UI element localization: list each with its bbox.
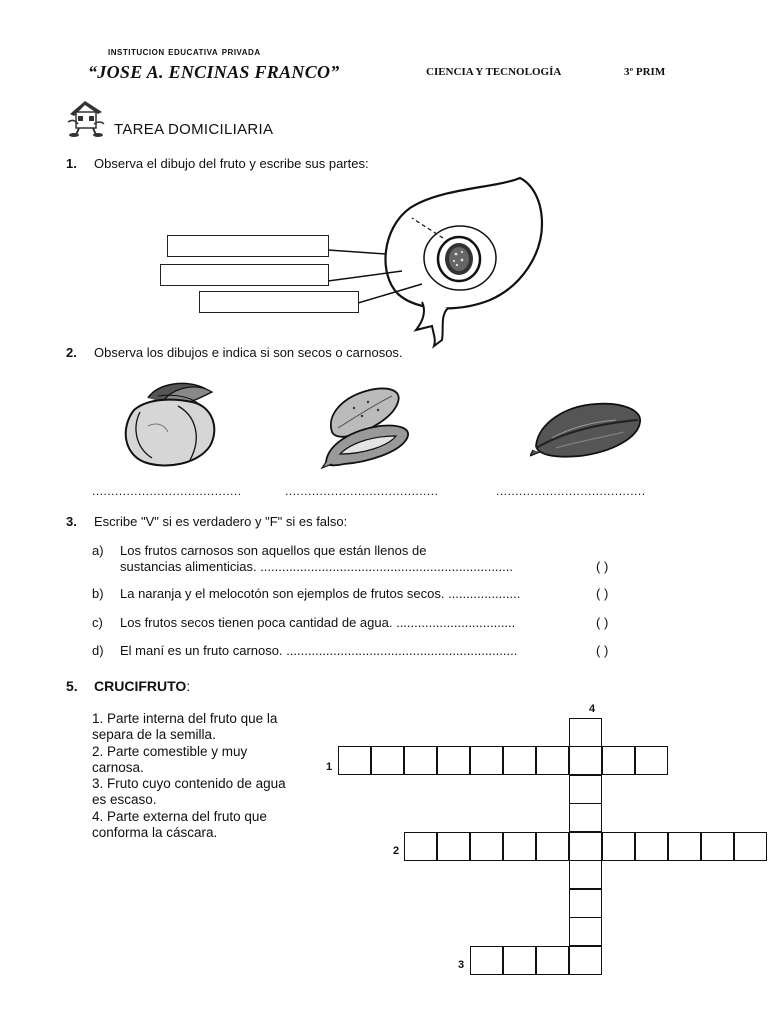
crossword-cell[interactable] [635, 832, 668, 861]
statement-d: d) El maní es un fruto carnoso. ................................................................ [92, 643, 518, 658]
crossword-cell[interactable] [470, 946, 503, 975]
crossword-cell[interactable] [569, 889, 602, 918]
answer-box-2[interactable] [160, 264, 329, 286]
crossword-number-1: 1 [326, 761, 333, 773]
answer-blank-3[interactable]: ....................................... [496, 484, 646, 498]
crossword-cell[interactable] [536, 946, 569, 975]
crossword-cell[interactable] [503, 746, 536, 775]
school-name: “JOSE A. ENCINAS FRANCO” [88, 62, 340, 82]
crossword-cell[interactable] [470, 832, 503, 861]
answer-paren-d[interactable]: ( ) [596, 643, 609, 658]
crossword-cell[interactable] [569, 718, 602, 747]
house-character-icon [64, 98, 106, 138]
crossword-cell[interactable] [569, 746, 602, 775]
answer-blank-1[interactable]: ....................................... [92, 484, 242, 498]
fruit-diagram [320, 170, 560, 350]
question-5: 5. CRUCIFRUTO: [66, 678, 191, 694]
clue-3: 3. Fruto cuyo contenido de agua es escaso. [92, 776, 286, 808]
crossword-cell[interactable] [338, 746, 371, 775]
answer-box-1[interactable] [167, 235, 329, 257]
crossword-cell[interactable] [503, 832, 536, 861]
crossword-cell[interactable] [602, 832, 635, 861]
institution-label: institucion educativa privada [108, 46, 261, 58]
crossword-cell[interactable] [635, 746, 668, 775]
crossword-cell[interactable] [404, 746, 437, 775]
crossword-number-4: 4 [589, 703, 596, 715]
crossword-cell[interactable] [668, 832, 701, 861]
homework-title: TAREA DOMICILIARIA [114, 121, 274, 138]
question-1: 1. Observa el dibujo del fruto y escribe sus partes: [66, 156, 369, 171]
grade-label: 3º PRIM [624, 66, 666, 78]
statement-b: b) La naranja y el melocotón son ejemplos de frutos secos. .................... [92, 586, 521, 601]
crossword-cell[interactable] [437, 832, 470, 861]
nut-image [530, 398, 646, 462]
crossword-cell[interactable] [503, 946, 536, 975]
crossword-cell[interactable] [470, 746, 503, 775]
answer-paren-a[interactable]: ( ) [596, 559, 609, 574]
answer-paren-c[interactable]: ( ) [596, 615, 609, 630]
clue-1: 1. Parte interna del fruto que la separa de la semilla. [92, 711, 278, 743]
statement-a: a) Los frutos carnosos son aquellos que están llenos de sustancias alimenticias. ...................................................................... [92, 543, 513, 574]
crossword-cell[interactable] [569, 946, 602, 975]
crossword-cell[interactable] [701, 832, 734, 861]
crossword-cell[interactable] [569, 832, 602, 861]
clue-2: 2. Parte comestible y muy carnosa. [92, 743, 248, 775]
crossword-cell[interactable] [536, 832, 569, 861]
question-2: 2. Observa los dibujos e indica si son secos o carnosos. [66, 345, 403, 360]
crossword-cell[interactable] [404, 832, 437, 861]
clue-4: 4. Parte externa del fruto que conforma la cáscara. [92, 808, 267, 841]
crossword-cell[interactable] [536, 746, 569, 775]
peach-image [118, 376, 230, 468]
course-name: CIENCIA Y TECNOLOGÍA [426, 66, 562, 78]
crossword-clues [92, 711, 302, 841]
crossword-number-3: 3 [458, 959, 465, 971]
crossword-cell[interactable] [437, 746, 470, 775]
crossword-cell[interactable] [569, 917, 602, 946]
answer-blank-2[interactable]: ........................................ [285, 484, 439, 498]
statement-c: c) Los frutos secos tienen poca cantidad de agua. ................................. [92, 615, 516, 630]
crossword-cell[interactable] [602, 746, 635, 775]
crossword-cell[interactable] [569, 860, 602, 889]
crossword-number-2: 2 [393, 845, 400, 857]
crossword-cell[interactable] [569, 775, 602, 804]
almond-image [318, 384, 418, 470]
crossword-cell[interactable] [734, 832, 767, 861]
question-3: 3. Escribe "V" si es verdadero y "F" si es falso: [66, 514, 348, 529]
crossword-cell[interactable] [569, 803, 602, 832]
crossword-cell[interactable] [371, 746, 404, 775]
answer-paren-b[interactable]: ( ) [596, 586, 609, 601]
